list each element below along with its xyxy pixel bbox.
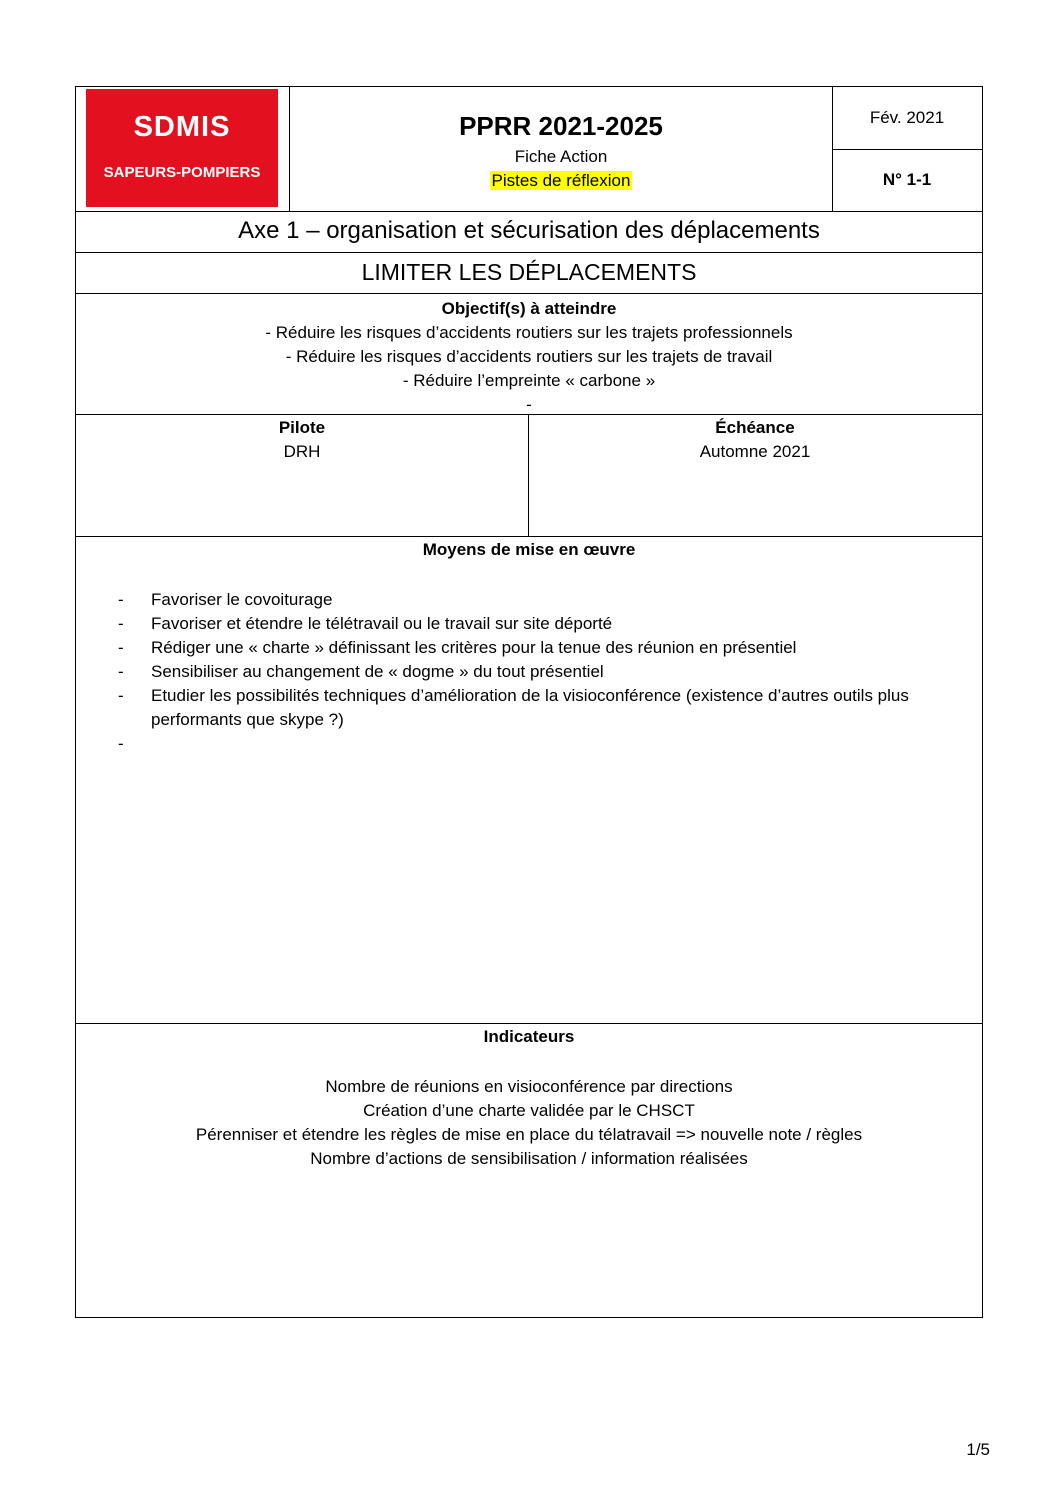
page-number: 1/5	[966, 1440, 990, 1459]
document-date: Fév. 2021	[869, 108, 945, 127]
logo-tagline: SAPEURS-POMPIERS	[103, 164, 261, 181]
sdmis-logo	[86, 89, 278, 207]
indicator-line: Nombre de réunions en visioconférence par directions	[325, 1077, 733, 1096]
status-highlight: Pistes de réflexion	[491, 171, 631, 190]
means-heading: Moyens de mise en œuvre	[422, 540, 636, 559]
means-item: - Rédiger une « charte » définissant les critères pour la tenue des réunion en présentiel	[116, 636, 956, 660]
title-block	[290, 87, 832, 211]
action-number: N° 1-1	[882, 170, 932, 189]
means-item	[116, 732, 956, 756]
axe-title: Axe 1 – organisation et sécurisation des déplacements	[238, 217, 820, 244]
status-line	[290, 171, 832, 191]
pilote-heading: Pilote	[278, 418, 326, 437]
means-item: - Etudier les possibilités techniques d’amélioration de la visioconférence (existence d’autres outils plus performants que skype ?)	[116, 684, 956, 732]
indicator-line: Nombre d’actions de sensibilisation / information réalisées	[310, 1149, 748, 1168]
page-title: PPRR 2021-2025	[459, 111, 663, 141]
means-item: - Favoriser le covoiturage	[116, 588, 956, 612]
means-item: - Sensibiliser au changement de « dogme » du tout présentiel	[116, 660, 956, 684]
objective-item: -	[526, 395, 532, 414]
page-subtitle: Fiche Action	[514, 147, 608, 166]
echeance-cell	[528, 415, 982, 535]
objectives-heading: Objectif(s) à atteindre	[441, 299, 617, 318]
action-title: LIMITER LES DÉPLACEMENTS	[361, 259, 697, 285]
means-item: - Favoriser et étendre le télétravail ou le travail sur site déporté	[116, 612, 956, 636]
indicator-line: Pérenniser et étendre les règles de mise en place du télatravail => nouvelle note / règles	[195, 1125, 863, 1144]
objectives-section	[76, 293, 982, 414]
means-section	[76, 537, 982, 1023]
indicators-list	[76, 1075, 982, 1171]
means-list	[116, 588, 956, 756]
objective-item: - Réduire l’empreinte « carbone »	[402, 371, 656, 390]
pilote-value: DRH	[283, 442, 321, 461]
indicator-line: Création d’une charte validée par le CHSCT	[363, 1101, 695, 1120]
action-sheet	[75, 86, 983, 1318]
indicators-section	[76, 1024, 982, 1317]
indicators-heading: Indicateurs	[483, 1027, 575, 1046]
echeance-heading: Échéance	[715, 418, 795, 437]
pilote-cell	[76, 415, 528, 535]
logo-name: SDMIS	[133, 111, 231, 143]
echeance-value: Automne 2021	[699, 442, 811, 461]
objective-item: - Réduire les risques d’accidents routiers sur les trajets de travail	[285, 347, 773, 366]
objective-item: - Réduire les risques d’accidents routiers sur les trajets professionnels	[265, 323, 793, 342]
